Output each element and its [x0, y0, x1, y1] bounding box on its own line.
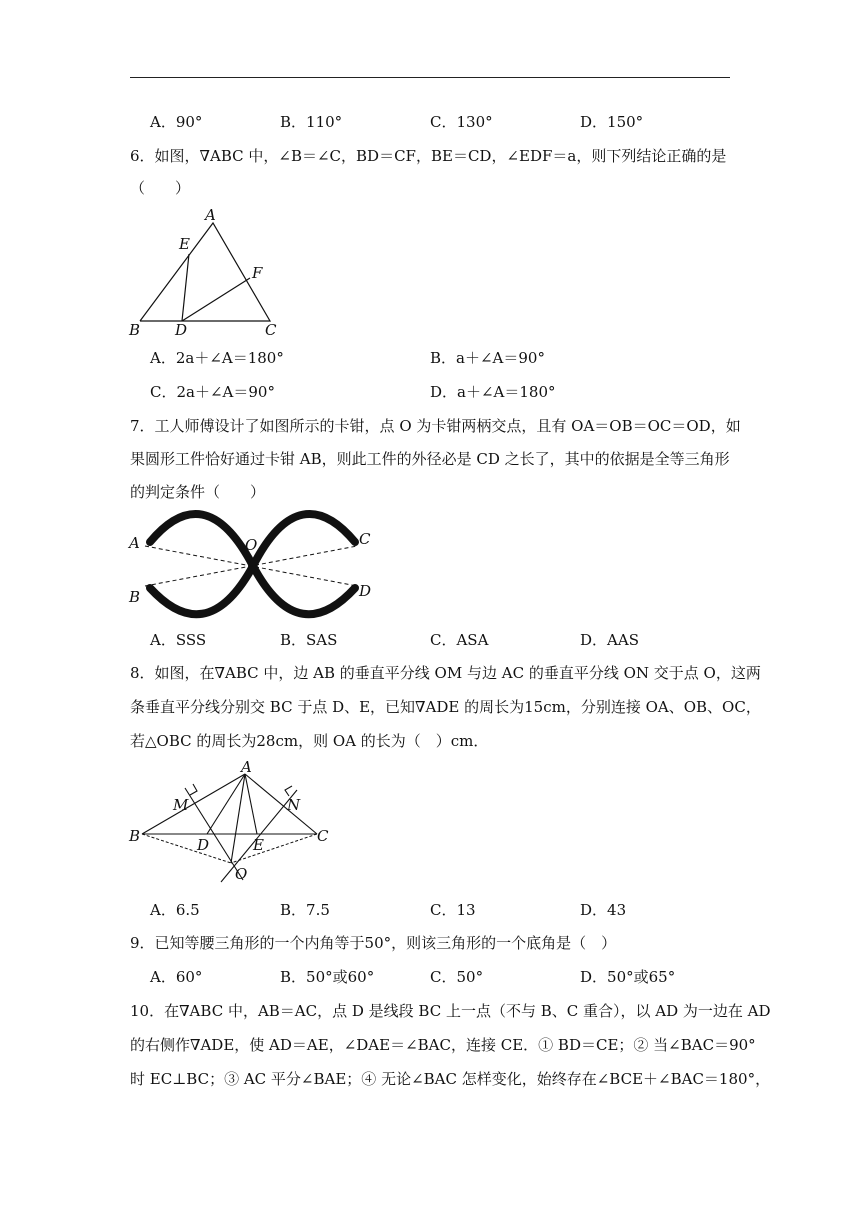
q8-label-m: M: [173, 796, 189, 814]
q6-stem-line2: （ ）: [130, 179, 191, 197]
q6-option-b: B．a＋∠A＝90°: [430, 349, 545, 367]
q7-option-d: D．AAS: [580, 631, 639, 649]
q6-triangle-figure: [125, 205, 285, 340]
q8-label-a: A: [241, 760, 252, 776]
q8-label-o: O: [235, 865, 248, 883]
q7-caliper-figure: [125, 508, 385, 623]
q7-option-b: B．SAS: [280, 631, 338, 649]
top-rule: [130, 77, 730, 78]
q7-label-b: B: [129, 588, 141, 606]
q7-option-a: A．SSS: [150, 631, 207, 649]
q7-stem-line1: 7．工人师傅设计了如图所示的卡钳，点 O 为卡钳两柄交点，且有 OA＝OB＝OC＝OD，如: [130, 417, 741, 435]
q10-stem-line1: 10．在∇ABC 中，AB＝AC，点 D 是线段 BC 上一点（不与 B、C 重合），以 AD 为一边在 AD: [130, 1002, 771, 1020]
q8-stem-line2: 条垂直平分线分别交 BC 于点 D、E，已知∇ADE 的周长为15cm，分别连接 OA、OB、OC，: [130, 698, 761, 716]
q8-label-e: E: [253, 836, 264, 854]
q8-perpendicular-bisector-figure: [125, 760, 340, 885]
q7-option-c: C．ASA: [430, 631, 489, 649]
q9-option-c: C．50°: [430, 968, 484, 986]
q7-label-o: O: [245, 536, 258, 554]
q7-label-d: D: [359, 582, 372, 600]
q9-option-b: B．50°或60°: [280, 968, 375, 986]
q10-stem-line3: 时 EC⊥BC；③ AC 平分∠BAE；④ 无论∠BAC 怎样变化，始终存在∠BCE＋∠BAC＝180°，: [130, 1070, 771, 1088]
q5-option-d: D．150°: [580, 113, 644, 131]
q7-stem-line2: 果圆形工件恰好通过卡钳 AB，则此工件的外径必是 CD 之长了，其中的依据是全等三角形: [130, 450, 730, 468]
q6-label-e: E: [179, 235, 190, 253]
q7-label-c: C: [359, 530, 371, 548]
q7-label-a: A: [129, 534, 140, 552]
q8-stem-line3: 若△OBC 的周长为28cm，则 OA 的长为（ ）cm．: [130, 732, 489, 750]
q5-option-a: A．90°: [150, 113, 203, 131]
q6-option-c: C．2a＋∠A＝90°: [150, 383, 275, 401]
q6-stem-line1: 6．如图，∇ABC 中，∠B＝∠C，BD＝CF，BE＝CD，∠EDF＝a，则下列结论正确的是: [130, 147, 727, 165]
q6-label-d: D: [175, 321, 188, 339]
q5-option-b: B．110°: [280, 113, 343, 131]
q9-option-a: A．60°: [150, 968, 203, 986]
q6-option-a: A．2a＋∠A＝180°: [150, 349, 284, 367]
q8-label-d: D: [197, 836, 210, 854]
q5-option-c: C．130°: [430, 113, 493, 131]
q8-option-a: A．6.5: [150, 901, 200, 919]
q8-stem-line1: 8．如图，在∇ABC 中，边 AB 的垂直平分线 OM 与边 AC 的垂直平分线 ON 交于点 O，这两: [130, 664, 761, 682]
q8-option-c: C．13: [430, 901, 476, 919]
q8-label-c: C: [317, 827, 329, 845]
q8-option-b: B．7.5: [280, 901, 330, 919]
q8-label-n: N: [287, 796, 301, 814]
q10-stem-line2: 的右侧作∇ADE，使 AD＝AE，∠DAE＝∠BAC，连接 CE．① BD＝CE；② 当∠BAC＝90°: [130, 1036, 756, 1054]
q6-label-a: A: [205, 206, 216, 224]
q8-label-b: B: [129, 827, 141, 845]
q6-label-f: F: [252, 264, 263, 282]
q6-option-d: D．a＋∠A＝180°: [430, 383, 556, 401]
q6-label-b: B: [129, 321, 141, 339]
q9-option-d: D．50°或65°: [580, 968, 676, 986]
q8-option-d: D．43: [580, 901, 627, 919]
q9-stem-line1: 9．已知等腰三角形的一个内角等于50°，则该三角形的一个底角是（ ）: [130, 934, 617, 952]
q7-stem-line3: 的判定条件（ ）: [130, 483, 266, 501]
q6-label-c: C: [265, 321, 277, 339]
